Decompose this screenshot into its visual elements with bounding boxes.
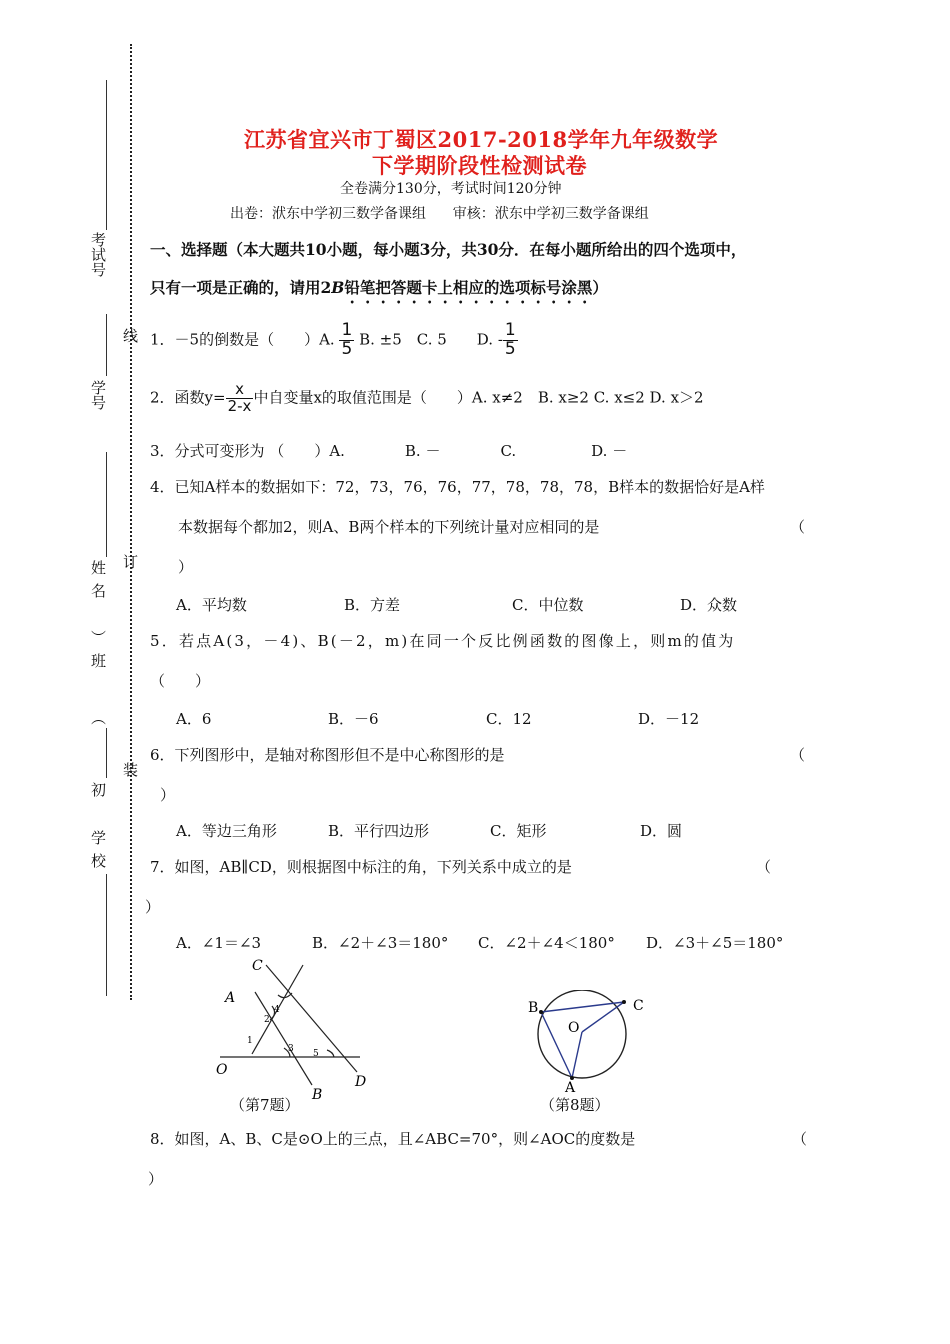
q5-option-c[interactable]: C．12 (486, 710, 532, 728)
q7-option-c[interactable]: C．∠2＋∠4＜180° (478, 934, 615, 952)
question-3: 3．分式可变形为 （ ）A. B. － C. D. － (150, 442, 628, 460)
fig7-label-c: C (252, 958, 263, 974)
class-open-label: （ (89, 710, 107, 725)
fig7-line-cd (266, 965, 357, 1072)
school-label: 学校 (89, 830, 107, 876)
question-5-line2: （ ） (150, 672, 211, 690)
q8-paren-open: （ (792, 1130, 808, 1148)
section1-heading-line1: 一、选择题（本大题共10小题，每小题3分，共30分．在每小题所给出的四个选项中， (150, 240, 747, 259)
q5-option-d[interactable]: D．－12 (638, 710, 700, 728)
q6-option-c[interactable]: C．矩形 (490, 822, 547, 840)
heading-part-b: B (331, 278, 345, 297)
exam-no-blank (106, 80, 107, 230)
binding-dotted-line (130, 44, 132, 1000)
fig7-angle-4: 4 (274, 1005, 280, 1015)
exam-no-label: 考试号 (89, 232, 107, 277)
q6-paren-close: ） (160, 786, 176, 804)
fig8-label-c: C (633, 998, 644, 1014)
q6-option-d[interactable]: D．圆 (640, 822, 683, 840)
q5-option-b[interactable]: B．－6 (328, 710, 379, 728)
q7-option-a[interactable]: A．∠1＝∠3 (176, 934, 262, 952)
fig7-label-o: O (216, 1062, 228, 1078)
fig8-radius-oa (572, 1032, 582, 1078)
fig7-angle-2: 2 (264, 1015, 270, 1025)
q6-option-b[interactable]: B．平行四边形 (328, 822, 430, 840)
q4-paren-open: （ (790, 518, 806, 536)
q6-option-a[interactable]: A．等边三角形 (176, 822, 277, 840)
q4-option-a[interactable]: A．平均数 (176, 596, 247, 614)
fig8-point-b (539, 1010, 543, 1014)
q2-fraction: $\frac{x}{2-x}$ (227, 380, 252, 415)
cut-mark-xian: 线 (121, 328, 139, 343)
q5-option-a[interactable]: A．6 (176, 710, 212, 728)
fig8-label-o: O (568, 1020, 580, 1036)
q4-paren-close: ） (178, 558, 194, 576)
figure-7-caption: （第7题） (230, 1096, 300, 1114)
q7-paren-close: ） (145, 898, 161, 916)
school-blank (106, 874, 107, 996)
q7-option-b[interactable]: B．∠2＋∠3＝180° (312, 934, 449, 952)
q4-option-d[interactable]: D．众数 (680, 596, 738, 614)
q2-text-a: 2．函数y= (150, 388, 226, 407)
question-8-line1: 8．如图，A、B、C是⊙O上的三点，且∠ABC=70°，则∠AOC的度数是 (150, 1130, 636, 1148)
figure-8-caption: （第8题） (540, 1096, 610, 1114)
student-no-label: 学号 (89, 380, 107, 410)
heading-part-a: 只有一项是正确的，请用2 (150, 278, 332, 297)
question-6-line1: 6．下列图形中，是轴对称图形但不是中心称图形的是 (150, 746, 505, 764)
question-4-line1: 4．已知A样本的数据如下：72，73，76，76，77，78，78，78，B样本的数据恰好是A样 (150, 478, 765, 496)
fig7-arc-5 (327, 1050, 334, 1057)
heading-part-c: 铅笔把答题卡上相应的选项标号涂黑） (344, 278, 608, 297)
question-4-line2: 本数据每个都加2，则A、B两个样本的下列统计量对应相同的是 (178, 518, 600, 536)
title-line2: 下学期阶段性检测试卷 (372, 153, 587, 178)
name-label: 姓名 (89, 560, 107, 606)
question-7-line1: 7．如图，AB∥CD，则根据图中标注的角，下列关系中成立的是 (150, 858, 572, 876)
figure-8-diagram (520, 990, 660, 1095)
authors-line: 出卷：洑东中学初三数学备课组 审核：洑东中学初三数学备课组 (230, 206, 649, 222)
q7-option-d[interactable]: D．∠3＋∠5＝180° (646, 934, 784, 952)
q7-paren-open: （ (756, 858, 772, 876)
title-line1: 江苏省宜兴市丁蜀区2017-2018学年九年级数学 (244, 127, 719, 152)
q1-fraction-d: $\frac{1}{5}$ (504, 320, 516, 359)
question-5-line1: 5．若点A(3，－4)、B(－2，m)在同一个反比例函数的图像上，则m的值为 (150, 632, 736, 650)
score-info: 全卷满分130分，考试时间120分钟 (340, 181, 562, 197)
cut-mark-ding: 订 (121, 554, 139, 569)
q4-option-b[interactable]: B．方差 (344, 596, 401, 614)
q1-fraction-a: $\frac{1}{5}$ (341, 320, 353, 359)
q8-paren-close: ） (148, 1170, 164, 1188)
fig7-angle-1: 1 (247, 1036, 253, 1046)
name-blank (106, 452, 107, 557)
q1-text-a: 1．－5的倒数是（ ）A. (150, 330, 335, 349)
fig8-label-b: B (528, 1000, 539, 1016)
grade-label: 初 (89, 782, 107, 797)
question-1 (150, 322, 518, 359)
class-close-label: ）班 (89, 630, 107, 676)
fig7-angle-5: 5 (313, 1049, 319, 1059)
section1-heading-line2 (150, 276, 608, 307)
cut-mark-zhuang: 装 (121, 762, 139, 777)
q4-option-c[interactable]: C．中位数 (512, 596, 584, 614)
q6-paren-open: （ (790, 746, 806, 764)
fig7-label-a: A (225, 990, 236, 1006)
fig7-line-ab (255, 992, 312, 1085)
fig8-label-a: A (565, 1080, 576, 1095)
fig7-label-d: D (355, 1074, 367, 1090)
q2-text-b: 中自变量x的取值范围是（ ）A. x≠2 B. x≥2 C. x≤2 D. x＞2 (253, 388, 704, 407)
fig7-label-b: B (312, 1087, 323, 1103)
student-no-blank (106, 314, 107, 376)
fig7-angle-3: 3 (288, 1044, 294, 1054)
question-2 (150, 382, 704, 415)
q1-text-b: B. ±5 C. 5 D. - (359, 330, 503, 349)
grade-blank (106, 728, 107, 778)
fig8-point-c (622, 1000, 626, 1004)
